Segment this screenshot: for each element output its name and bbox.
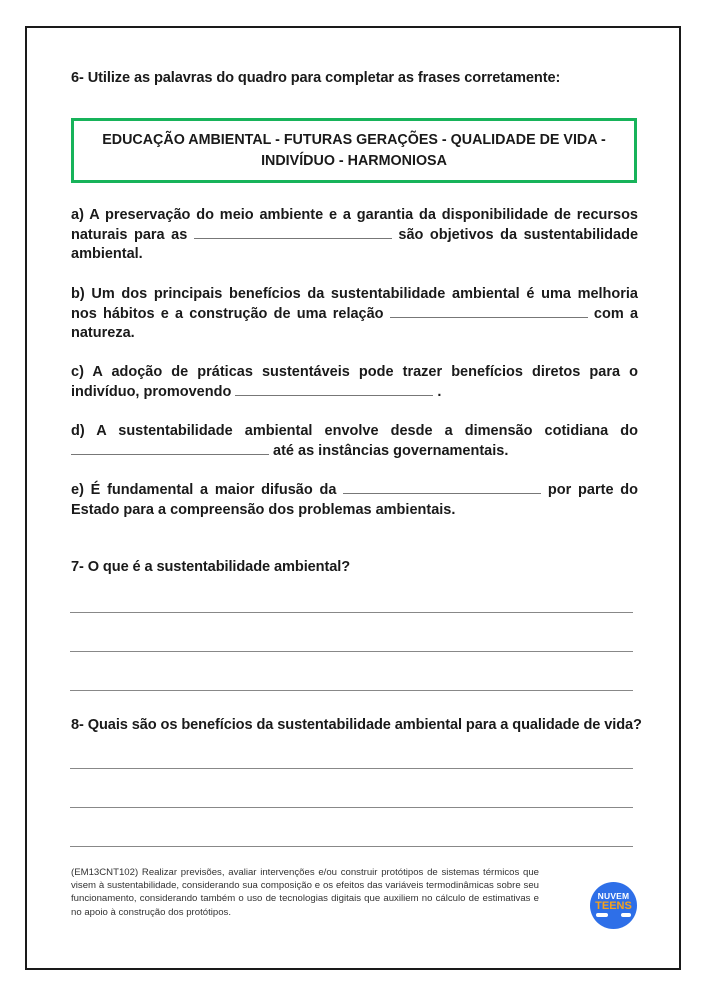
nuvem-teens-logo (590, 882, 637, 929)
word-bank-box (71, 118, 637, 183)
logo-line-2: TEENS (595, 900, 632, 912)
blank-d[interactable] (71, 442, 269, 455)
item-c-before: c) A adoção de práticas sustentáveis pode trazer benefícios diretos para o indivíduo, promovendo (71, 364, 638, 400)
blank-a[interactable] (194, 226, 392, 239)
item-a-after: são objetivos da sustentabilidade ambiental. (71, 226, 639, 263)
q8-answer-line-3[interactable] (70, 846, 633, 847)
blank-e[interactable] (343, 481, 541, 494)
blank-b[interactable] (390, 305, 588, 318)
q8-answer-line-1[interactable] (70, 768, 633, 769)
cloud-icon (596, 913, 608, 917)
item-d (71, 422, 638, 461)
word-bank-text: EDUCAÇÃO AMBIENTAL - FUTURAS GERAÇÕES - QUALIDADE DE VIDA - INDIVÍDUO - HARMONIOSA (102, 131, 606, 169)
item-d-after: até as instâncias governamentais. (269, 442, 509, 459)
logo-line-1: NUVEM (597, 891, 630, 901)
footnote-skill: (EM13CNT102) Realizar previsões, avaliar intervenções e/ou construir protótipos de sistemas térmicos que visem à sustentabilidade, considerando sua composição e os efeitos das variáveis termodinâmicas sobre seu funcionamento, considerando também o uso de tecnologias digitais que auxiliem no cálculo de estimativas e no apoio à construção dos protótipos. (71, 867, 539, 918)
question-8-title: 8- Quais são os benefícios da sustentabilidade ambiental para a qualidade de vida? (71, 717, 642, 733)
cloud-icon (621, 913, 631, 917)
item-d-before: d) A sustentabilidade ambiental envolve desde a dimensão cotidiana do (71, 423, 638, 439)
q7-answer-line-2[interactable] (70, 651, 633, 652)
item-b (71, 285, 638, 344)
item-e (71, 481, 638, 520)
item-b-before: b) Um dos principais benefícios da sustentabilidade ambiental é uma melhoria nos hábitos e a construção de uma relação (71, 286, 638, 322)
item-e-before: e) É fundamental a maior difusão da (71, 482, 344, 498)
question-6-title: 6- Utilize as palavras do quadro para completar as frases corretamente: (71, 70, 561, 86)
item-c (71, 363, 638, 402)
item-a (71, 206, 638, 265)
item-c-after: . (433, 383, 442, 400)
blank-c[interactable] (235, 383, 433, 396)
item-b-after: com a natureza. (71, 305, 639, 342)
q8-answer-line-2[interactable] (70, 807, 633, 808)
q7-answer-line-3[interactable] (70, 690, 633, 691)
item-e-after: por parte do Estado para a compreensão dos problemas ambientais. (71, 482, 638, 518)
question-7-title: 7- O que é a sustentabilidade ambiental? (71, 559, 351, 575)
item-a-before: a) A preservação do meio ambiente e a garantia da disponibilidade de recursos naturais para as (71, 207, 638, 243)
q7-answer-line-1[interactable] (70, 612, 633, 613)
